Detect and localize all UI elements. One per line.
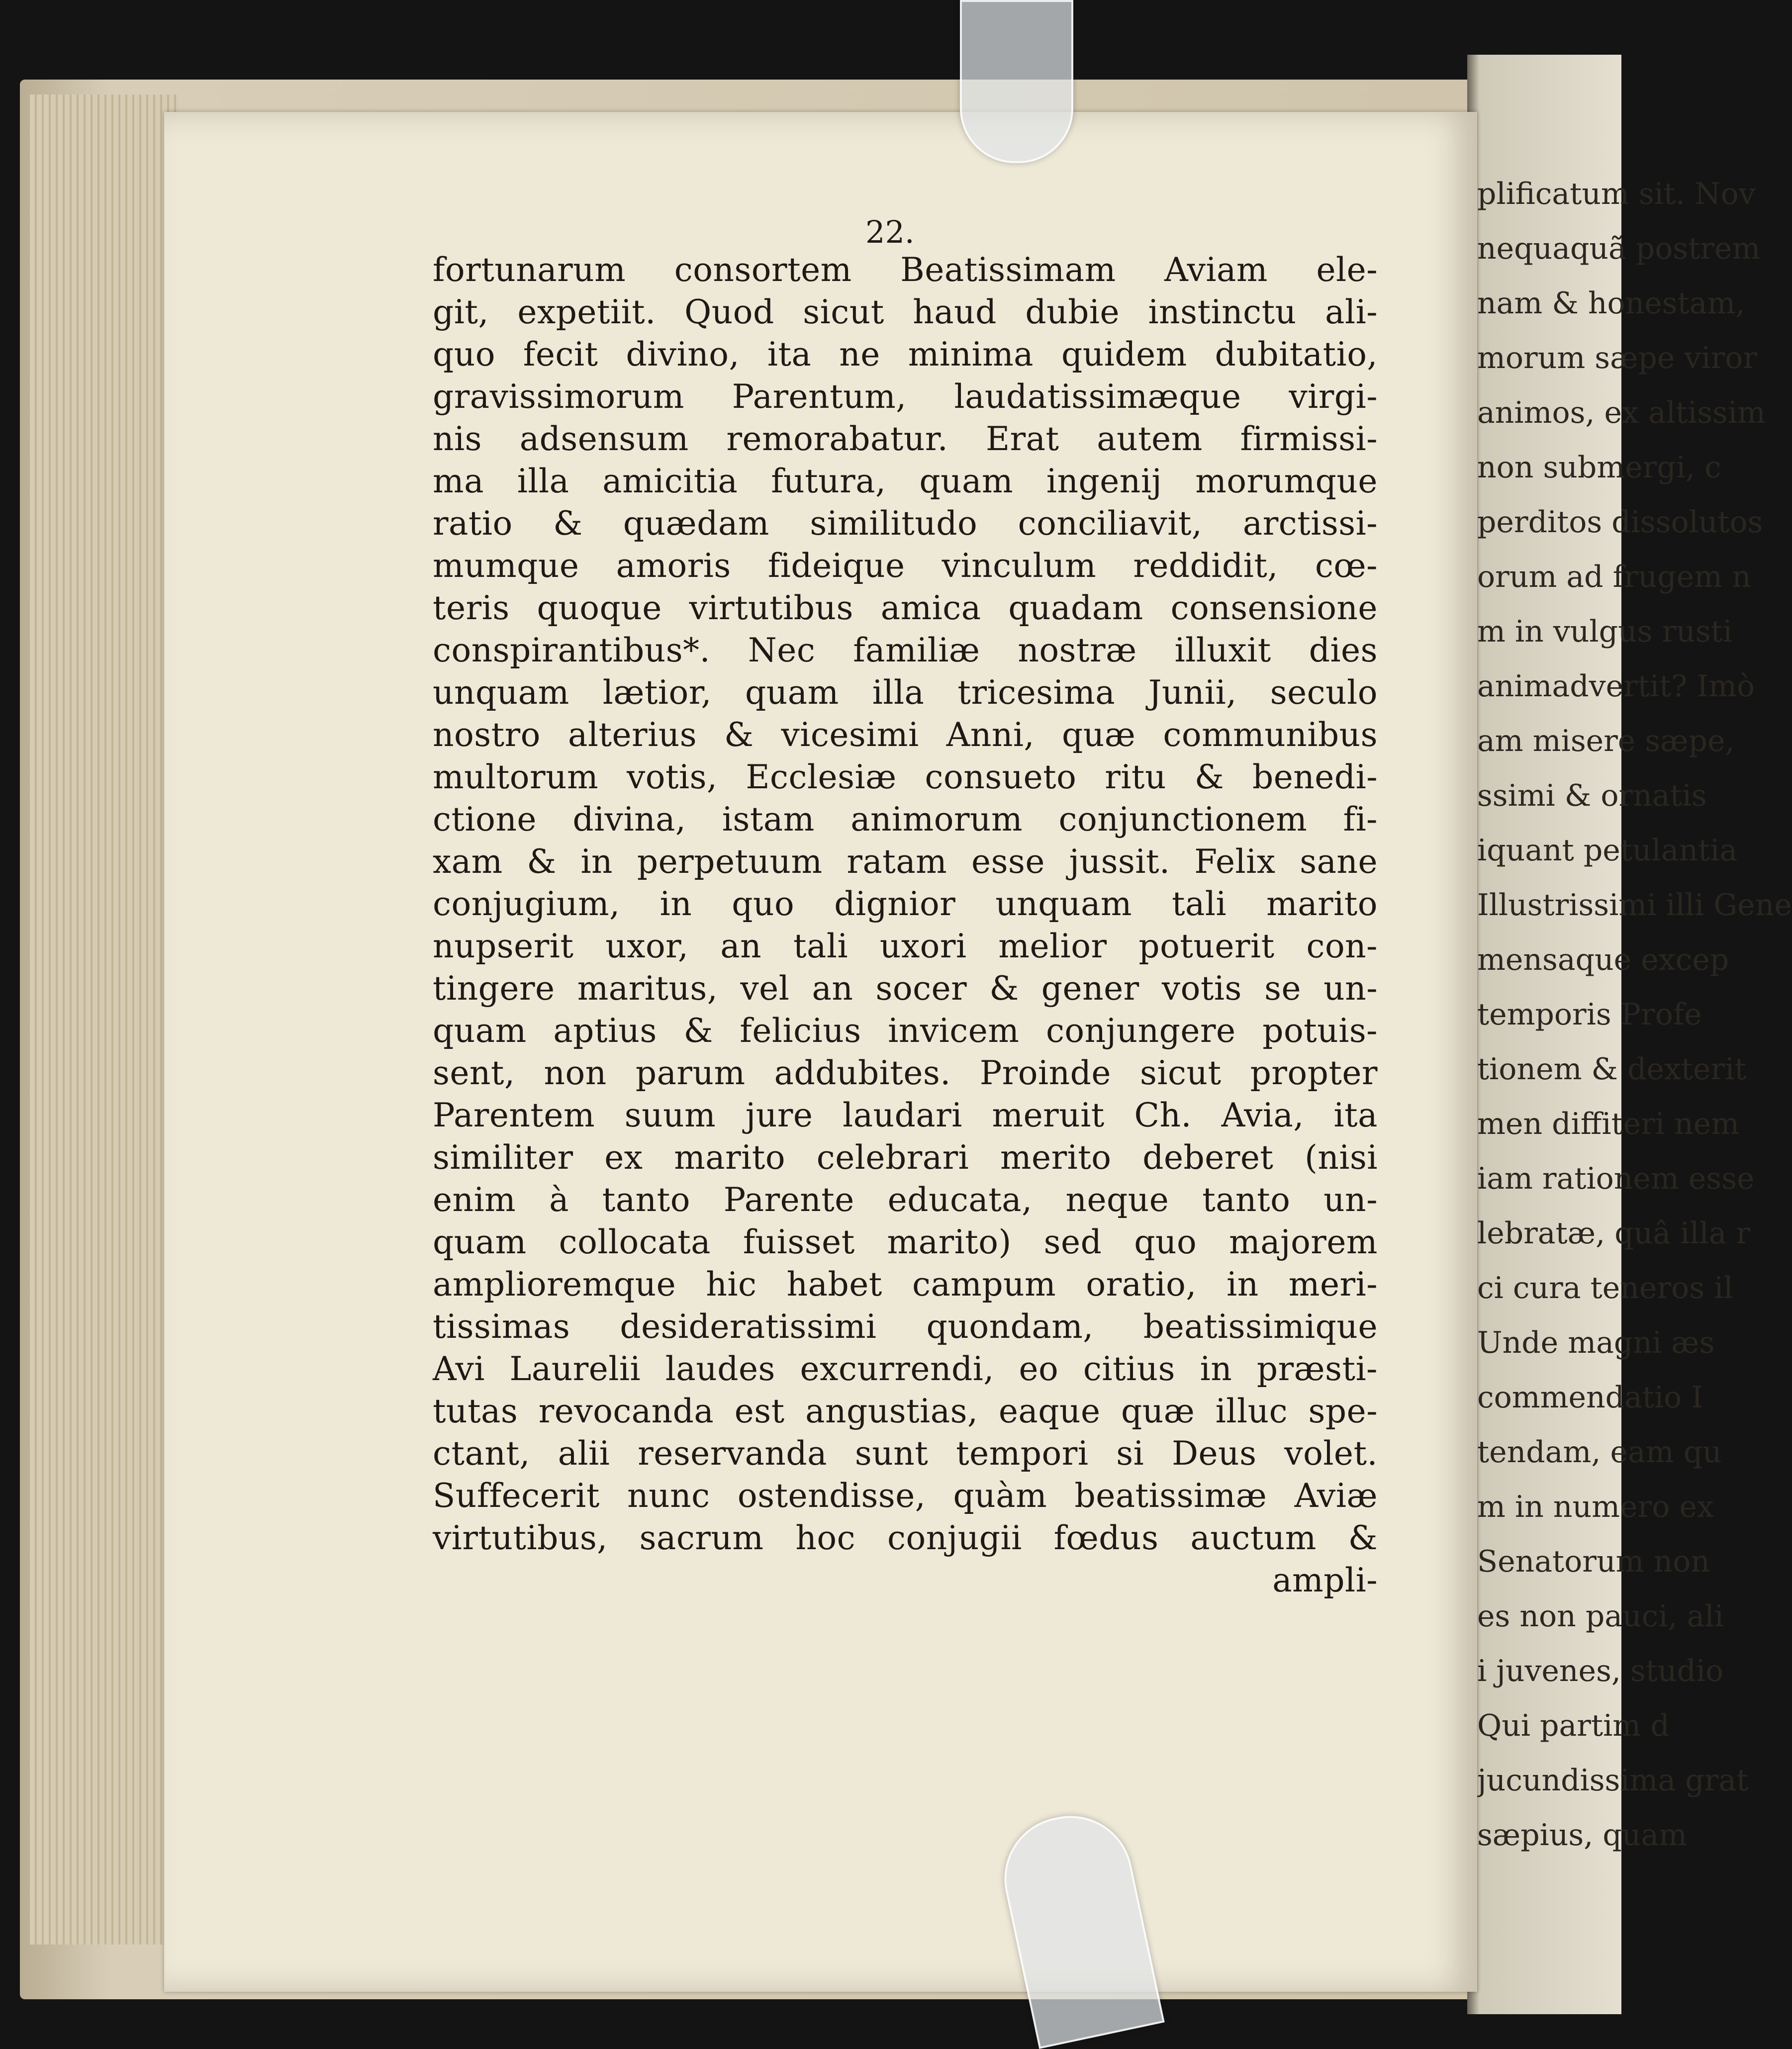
facing-page-line: men diffiteri nem	[1477, 1107, 1740, 1141]
text-line: similiter ex marito celebrari merito deberet (nisi	[433, 1138, 1378, 1177]
facing-page-line: tionem & dexterit	[1477, 1052, 1747, 1087]
text-line: nis adsensum remorabatur. Erat autem firmissi-	[433, 420, 1378, 458]
text-line: quam collocata fuisset marito) sed quo majorem	[433, 1223, 1378, 1261]
facing-page-line: m in vulgus rusti	[1477, 614, 1732, 649]
text-line: fortunarum consortem Beatissimam Aviam ele-	[433, 251, 1378, 289]
facing-page-line: plificatum sit. Nov	[1477, 177, 1756, 211]
facing-page-line: nam & honestam,	[1477, 286, 1745, 321]
text-line: tingere maritus, vel an socer & gener votis se un-	[433, 969, 1378, 1008]
facing-page-line: m in numero ex	[1477, 1490, 1714, 1524]
facing-page-line: animadvertit? Imò	[1477, 669, 1755, 704]
text-line: nostro alterius & vicesimi Anni, quæ communibus	[433, 716, 1378, 754]
facing-page-line: Qui partim d	[1477, 1708, 1670, 1743]
text-line: quo fecit divino, ita ne minima quidem dubitatio,	[433, 335, 1378, 373]
facing-page-line: es non pauci, ali	[1477, 1599, 1724, 1634]
page-number: 22.	[865, 214, 915, 250]
text-line: Avi Laurelii laudes excurrendi, eo citius in præsti-	[433, 1350, 1378, 1388]
text-line: conspirantibus*. Nec familiæ nostræ illuxit dies	[433, 631, 1378, 669]
text-line: gravissimorum Parentum, laudatissimæque virgi-	[433, 377, 1378, 416]
facing-page-line: animos, ex altissim	[1477, 395, 1766, 430]
text-line: enim à tanto Parente educata, neque tanto un-	[433, 1181, 1378, 1219]
text-line: unquam lætior, quam illa tricesima Junii, seculo	[433, 673, 1378, 712]
facing-page-line: Senatorum non	[1477, 1544, 1710, 1579]
text-line: ctione divina, istam animorum conjunctionem fi-	[433, 800, 1378, 838]
facing-page-line: iquant petulantia	[1477, 833, 1738, 868]
facing-page	[1467, 55, 1792, 2014]
text-line: quam aptius & felicius invicem conjungere potuis-	[433, 1012, 1378, 1050]
text-line: ctant, alii reservanda sunt tempori si Deus volet.	[433, 1434, 1378, 1473]
text-line: git, expetiit. Quod sicut haud dubie instinctu ali-	[433, 293, 1378, 331]
facing-page-line: morum sæpe viror	[1477, 341, 1758, 375]
facing-page-line: Unde magni æs	[1477, 1325, 1715, 1360]
text-line: tissimas desideratissimi quondam, beatissimique	[433, 1307, 1378, 1346]
facing-page-line: non submergi, c	[1477, 450, 1721, 485]
text-line: mumque amoris fideique vinculum reddidit, cœ-	[433, 547, 1378, 585]
page-text	[433, 249, 1378, 1601]
facing-page-line: commendatio I	[1477, 1380, 1703, 1415]
facing-page-line: nequaquã postrem	[1477, 231, 1761, 266]
facing-page-line: orum ad frugem n	[1477, 559, 1751, 594]
text-line: Suffecerit nunc ostendisse, quàm beatissimæ Aviæ	[433, 1477, 1378, 1515]
catchword: ampli-	[1272, 1561, 1378, 1599]
text-line: nupserit uxor, an tali uxori melior potuerit con-	[433, 927, 1378, 965]
facing-page-line: ci cura teneros il	[1477, 1271, 1733, 1305]
facing-page-line: temporis Profe	[1477, 997, 1702, 1032]
text-line: conjugium, in quo dignior unquam tali marito	[433, 885, 1378, 923]
text-line: ratio & quædam similitudo conciliavit, arctissi-	[433, 504, 1378, 543]
facing-page-line: ssimi & ornatis	[1477, 778, 1707, 813]
facing-page-line: i juvenes, studio	[1477, 1654, 1724, 1688]
facing-page-line: sæpius, quam	[1477, 1818, 1688, 1853]
text-line: amplioremque hic habet campum oratio, in meri-	[433, 1265, 1378, 1304]
text-line: Parentem suum jure laudari meruit Ch. Avia, ita	[433, 1096, 1378, 1134]
page-clip-top	[960, 0, 1073, 163]
facing-page-line: jucundissima grat	[1477, 1763, 1749, 1798]
facing-page-line: mensaque excep	[1477, 942, 1729, 977]
facing-page-line: Illustrissimi illi Gene	[1477, 888, 1792, 923]
facing-page-line: iam rationem esse	[1477, 1161, 1755, 1196]
text-line: virtutibus, sacrum hoc conjugii fœdus auctum &	[433, 1519, 1378, 1557]
facing-page-line: am misere sæpe,	[1477, 724, 1735, 758]
facing-page-line: lebratæ, quâ illa r	[1477, 1216, 1751, 1251]
text-line: sent, non parum addubites. Proinde sicut propter	[433, 1054, 1378, 1092]
page-edges	[30, 94, 179, 1945]
text-line: tutas revocanda est angustias, eaque quæ illuc spe-	[433, 1392, 1378, 1430]
facing-page-line: tendam, eam qu	[1477, 1435, 1722, 1470]
text-line: ma illa amicitia futura, quam ingenij morumque	[433, 462, 1378, 500]
text-line: multorum votis, Ecclesiæ consueto ritu & benedi-	[433, 758, 1378, 796]
facing-page-line: perditos dissolutos	[1477, 505, 1763, 540]
text-line: teris quoque virtutibus amica quadam consensione	[433, 589, 1378, 627]
text-line: xam & in perpetuum ratam esse jussit. Felix sane	[433, 842, 1378, 881]
